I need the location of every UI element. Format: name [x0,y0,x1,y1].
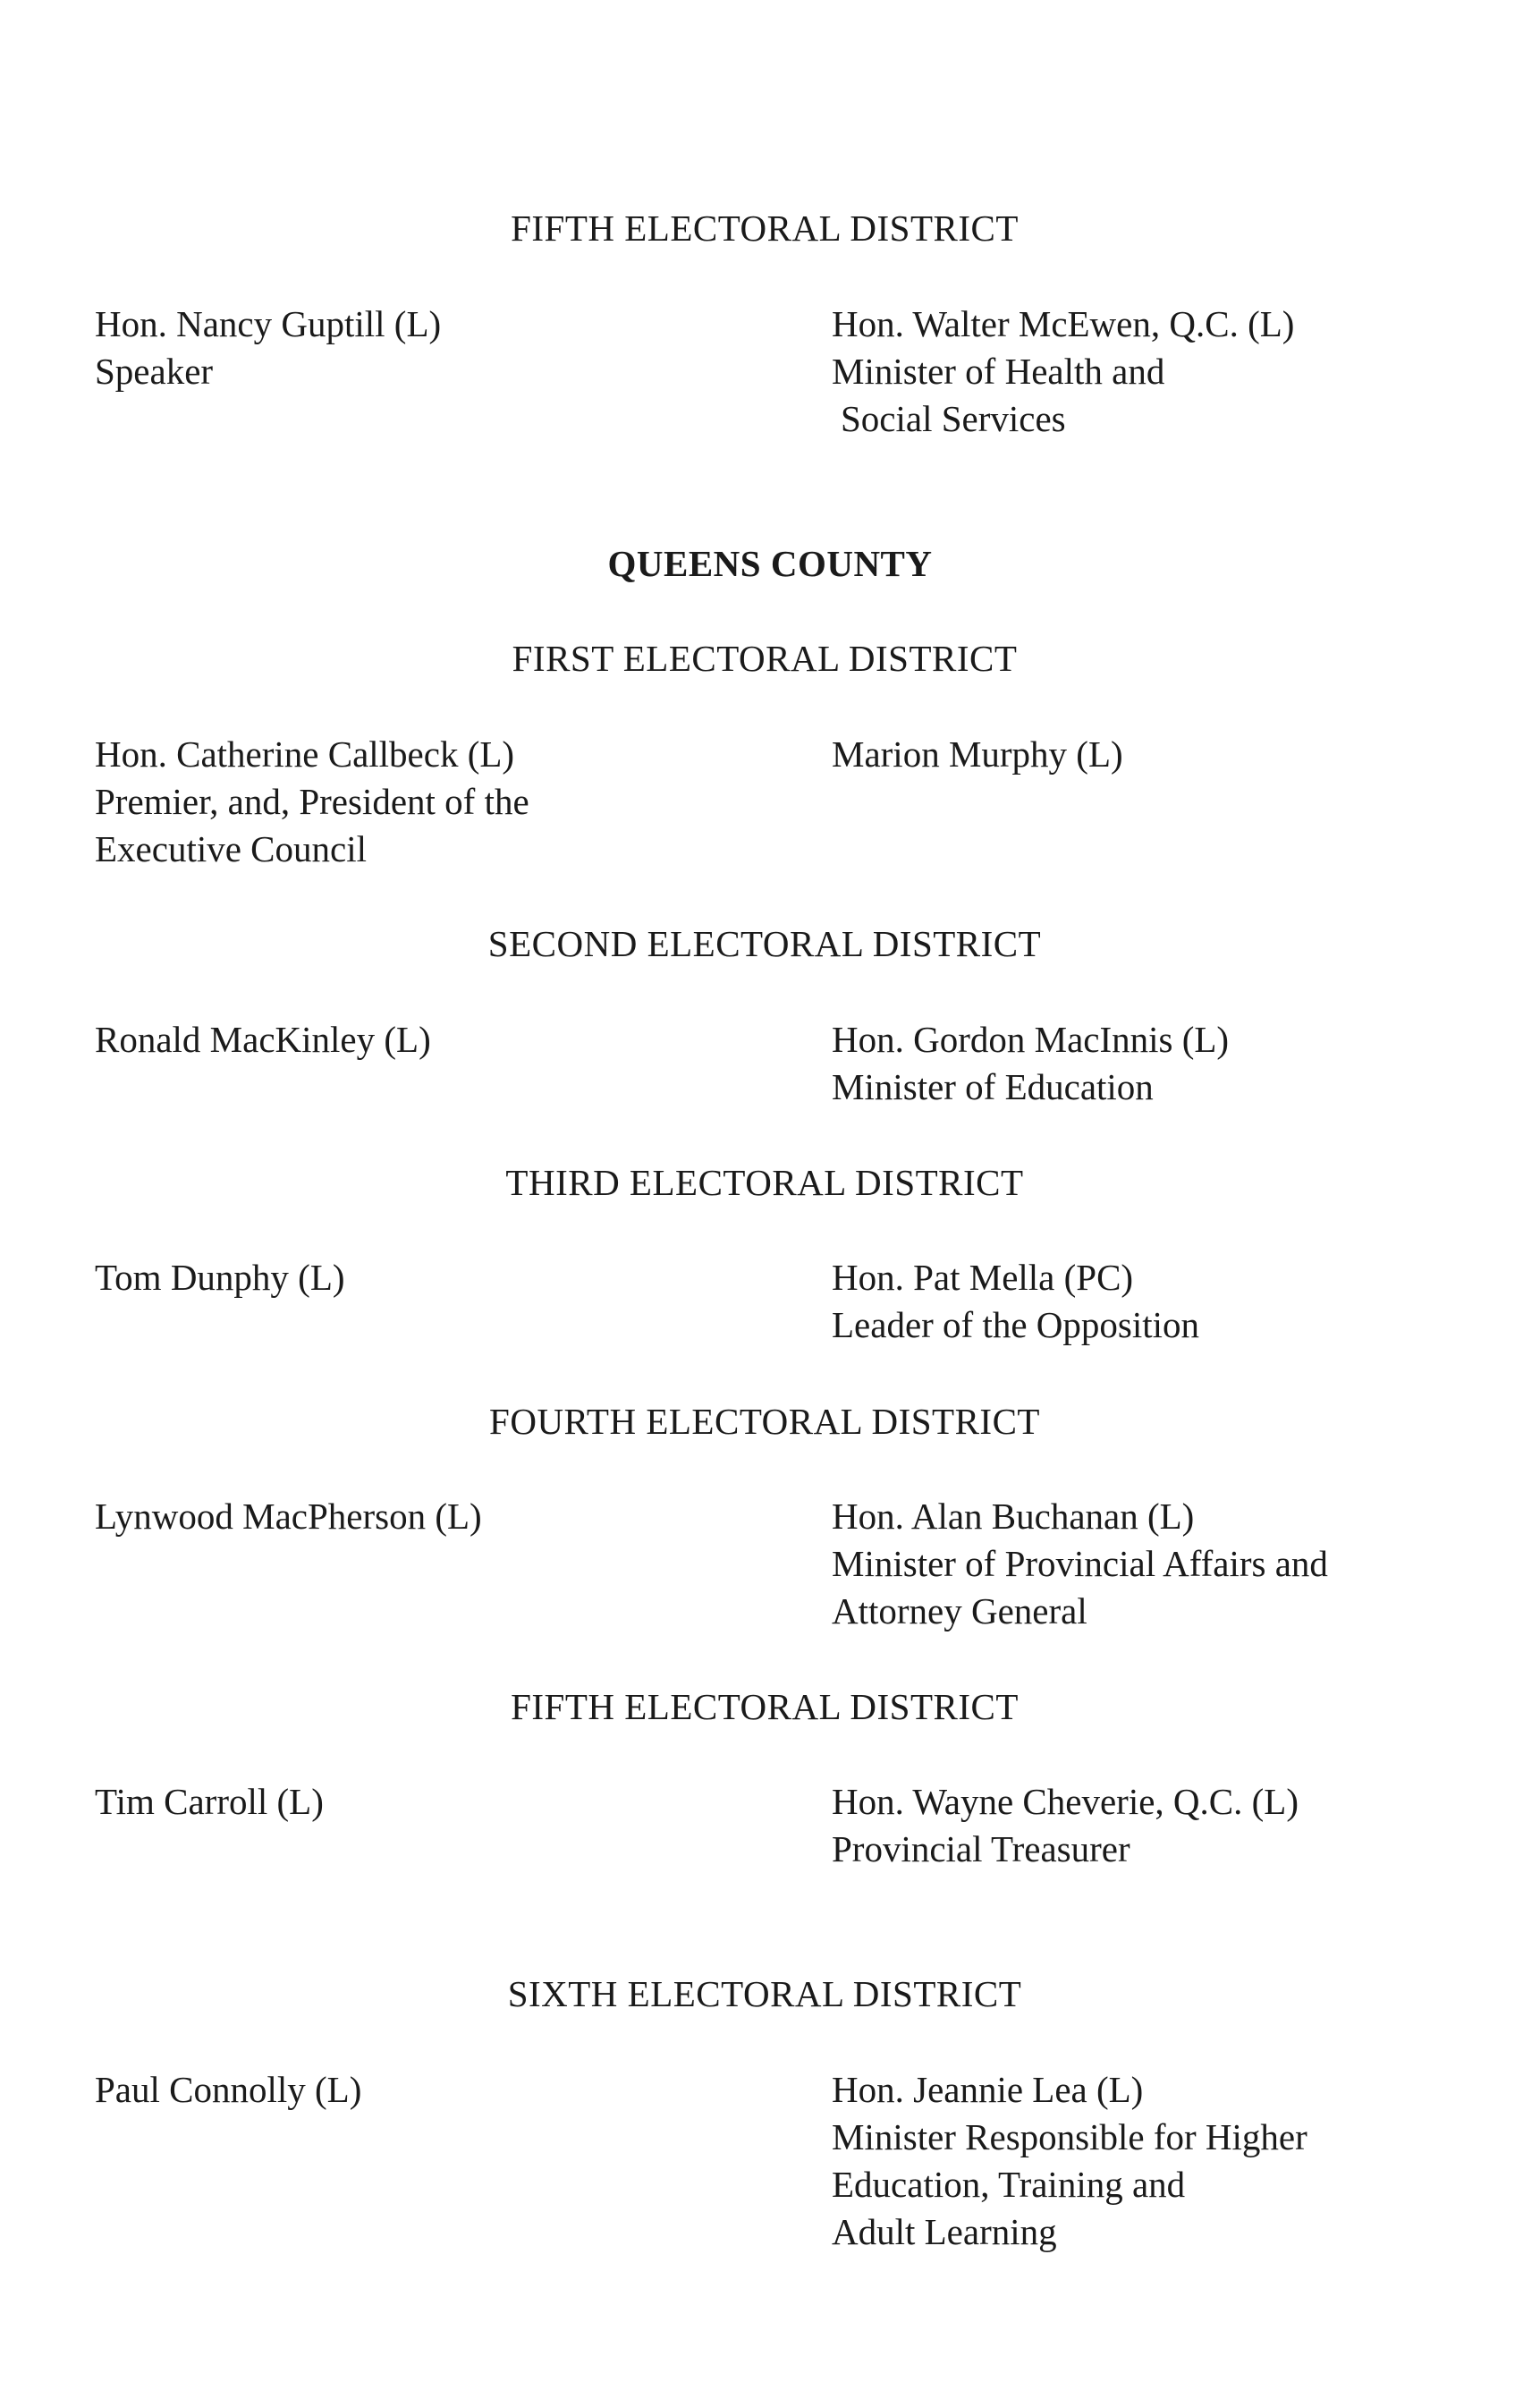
member-left [95,731,529,873]
member-left [95,1778,324,1826]
member-role: Executive Council [95,828,367,869]
member-role: Speaker [95,351,214,392]
district-heading: FIFTH ELECTORAL DISTRICT [511,208,1019,249]
member-role: Education, Training and [832,2164,1186,2205]
member-right [832,731,1123,778]
district-heading: FOURTH ELECTORAL DISTRICT [489,1401,1040,1442]
member-left [95,1254,345,1301]
district-heading: SECOND ELECTORAL DISTRICT [487,923,1042,964]
member-name: Hon. Pat Mella (PC) [832,1257,1134,1298]
member-name: Hon. Wayne Cheverie, Q.C. (L) [832,1781,1299,1822]
member-left [95,2066,361,2114]
district-heading: FIFTH ELECTORAL DISTRICT [511,1686,1019,1727]
member-right [832,1493,1328,1635]
member-name: Ronald MacKinley (L) [95,1019,431,1060]
member-role: Adult Learning [832,2211,1057,2252]
member-name: Hon. Catherine Callbeck (L) [95,733,515,775]
member-left [95,1493,482,1540]
member-left [95,1016,431,1064]
member-name: Paul Connolly (L) [95,2069,362,2110]
member-name: Tom Dunphy (L) [95,1257,345,1298]
member-name: Hon. Walter McEwen, Q.C. (L) [832,303,1295,344]
member-role: Minister Responsible for Higher [832,2116,1307,2157]
member-name: Lynwood MacPherson (L) [95,1496,482,1537]
member-left [95,301,441,395]
member-role: Leader of the Opposition [832,1304,1200,1345]
county-heading: QUEENS COUNTY [607,543,933,584]
district-heading: FIRST ELECTORAL DISTRICT [512,638,1018,679]
member-name: Hon. Jeannie Lea (L) [832,2069,1144,2110]
member-name: Tim Carroll (L) [95,1781,324,1822]
member-right [832,1016,1229,1111]
member-role: Minister of Education [832,1066,1154,1107]
member-role: Attorney General [832,1590,1087,1632]
member-role: Premier, and, President of the [95,781,529,822]
member-role: Minister of Health and [832,351,1165,392]
member-right [832,2066,1307,2256]
district-heading: SIXTH ELECTORAL DISTRICT [507,1973,1022,2014]
member-name: Hon. Alan Buchanan (L) [832,1496,1195,1537]
member-role: Minister of Provincial Affairs and [832,1543,1328,1584]
member-name: Hon. Gordon MacInnis (L) [832,1019,1230,1060]
member-role: Provincial Treasurer [832,1828,1130,1869]
member-role: Social Services [841,398,1066,439]
member-name: Hon. Nancy Guptill (L) [95,303,442,344]
member-name: Marion Murphy (L) [832,733,1123,775]
district-heading: THIRD ELECTORAL DISTRICT [505,1162,1024,1203]
member-right [832,1778,1299,1873]
member-right [832,301,1294,443]
member-right [832,1254,1199,1349]
